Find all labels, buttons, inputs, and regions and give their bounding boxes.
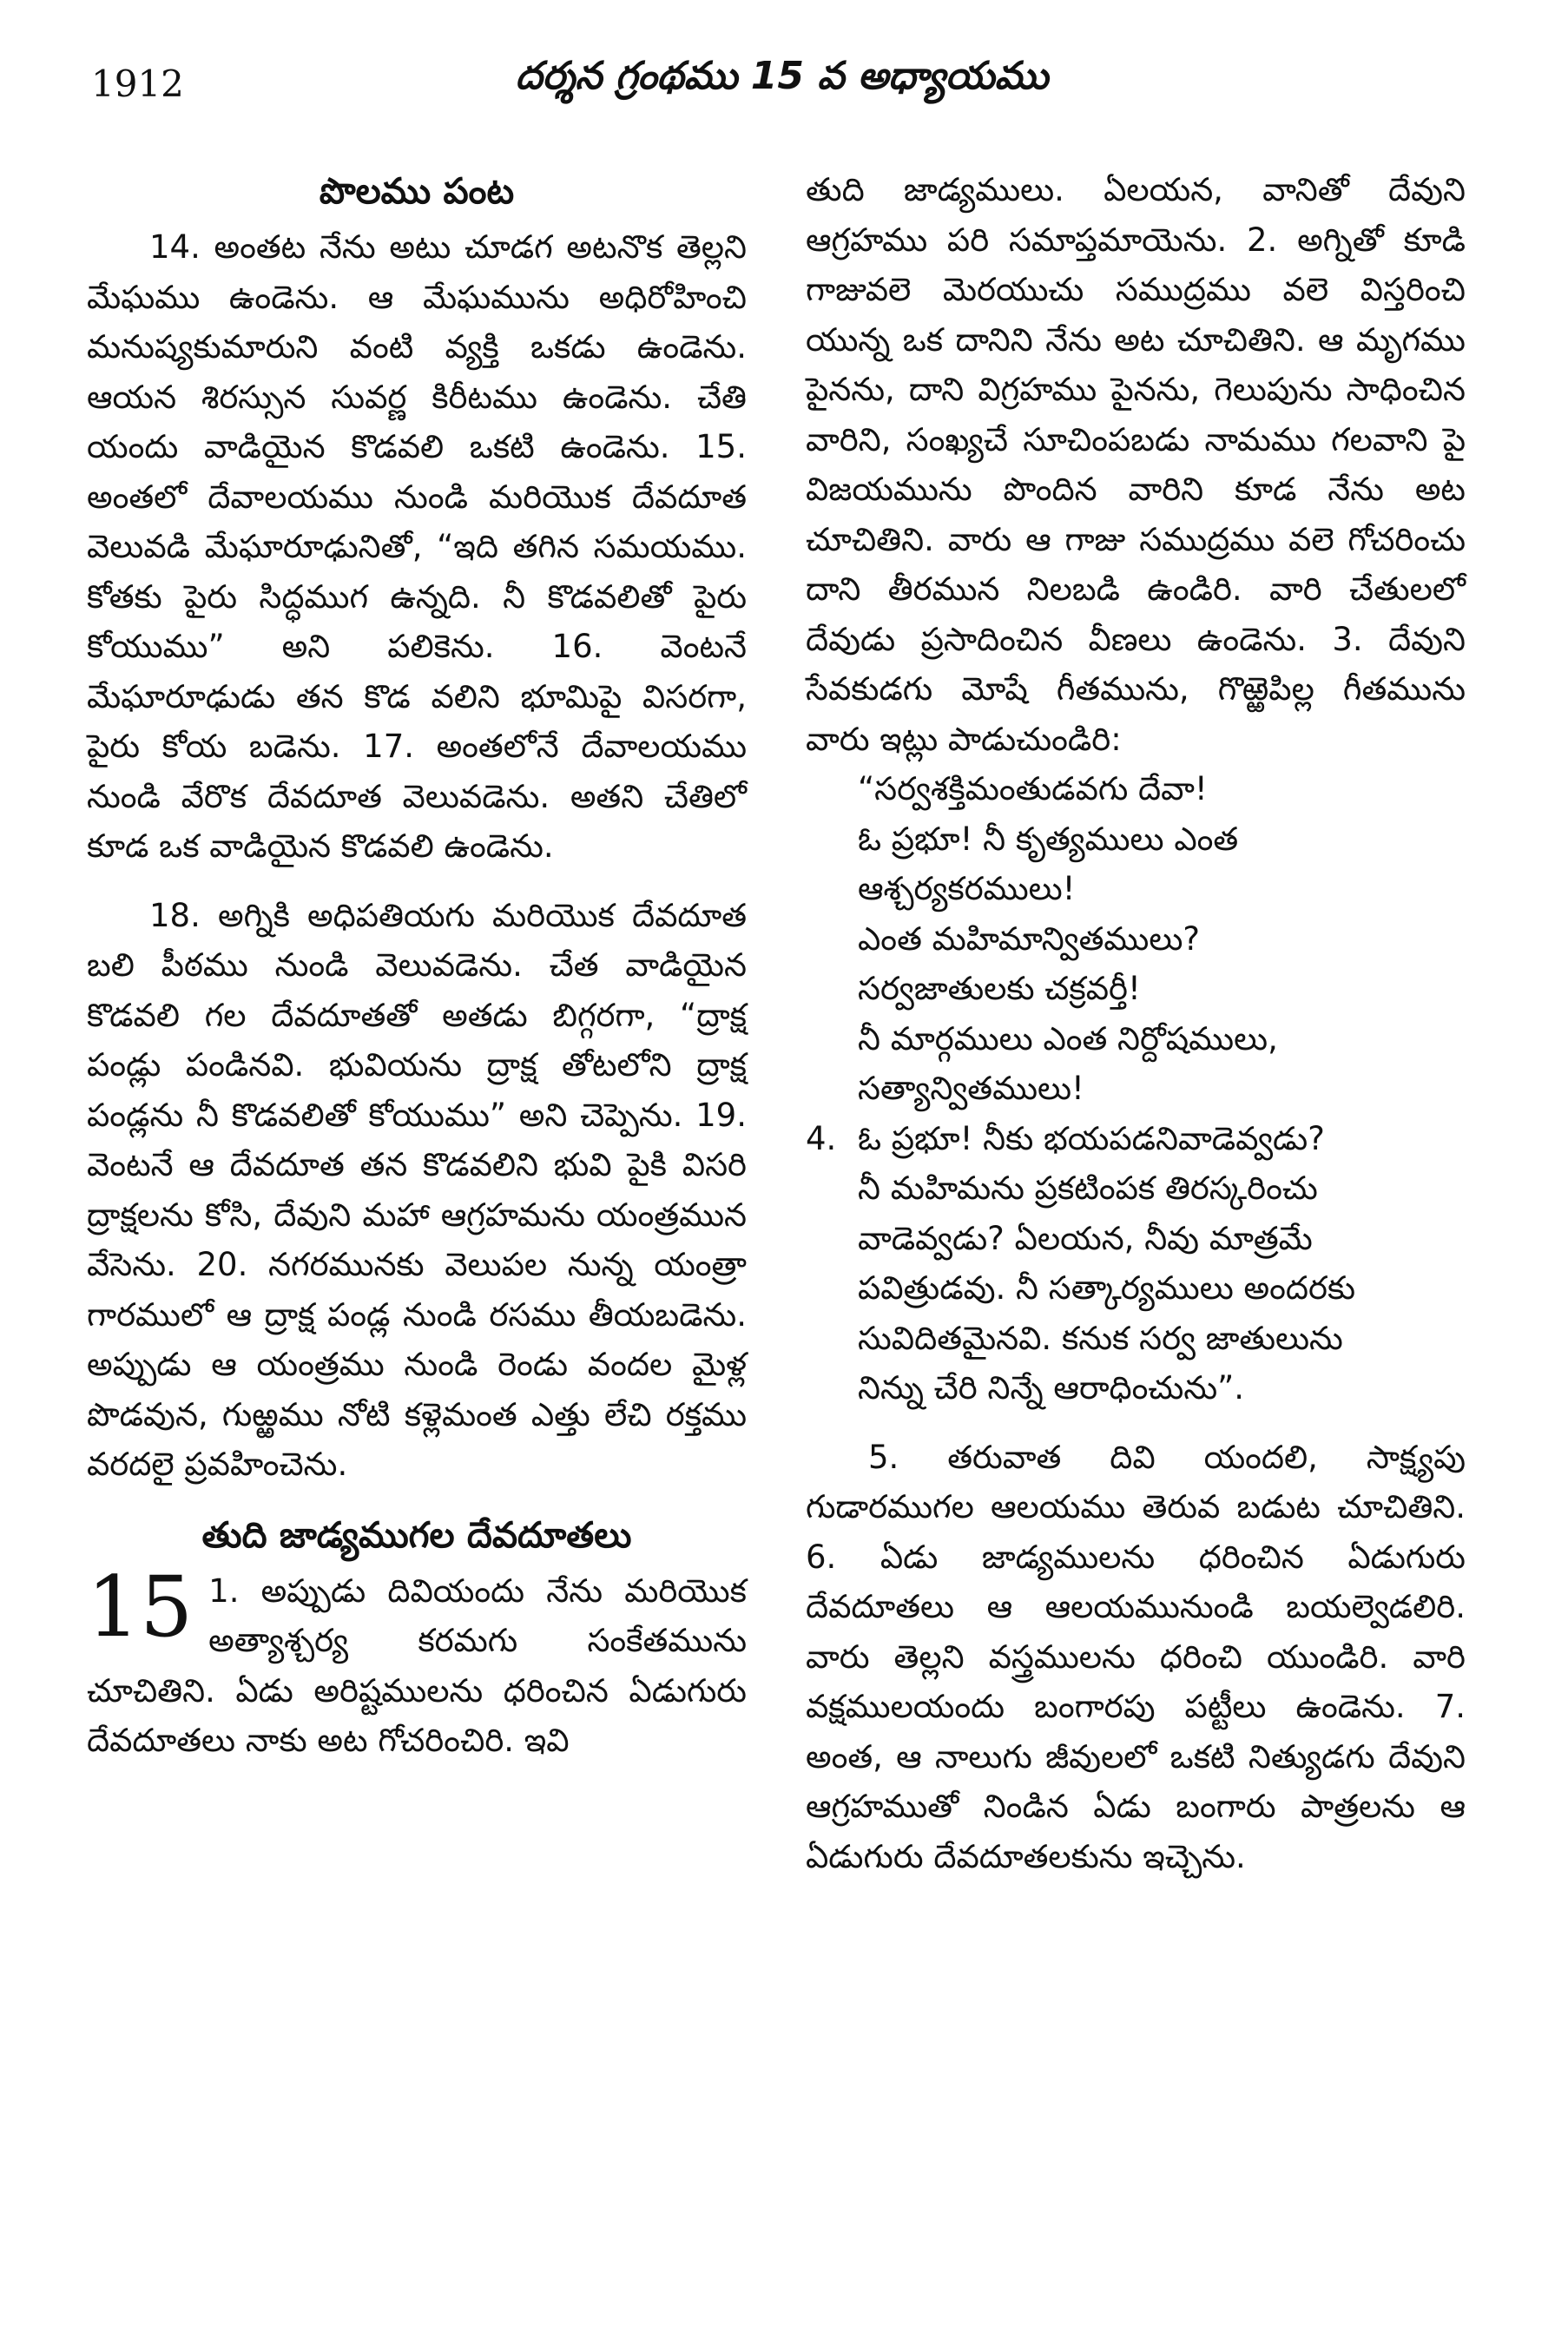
poem-line: ఆశ్చర్యకరములు! xyxy=(858,870,1076,907)
poem-line: సత్యాన్వితములు! xyxy=(858,1070,1084,1107)
paragraph-verses-1-3: తుది జాడ్యములు. ఏలయన, వానితో దేవుని ఆగ్రహము పరి సమాప్తమాయెను. 2. అగ్నితో కూడి గాజువలె మెరయుచు సముద్రము వలె విస్తరించి యున్న ఒక దానిని నేను అట చూచితిని. ఆ మృగము పైనను, దాని విగ్రహము పైనను, గెలుపును సాధించిన వారిని, సంఖ్యచే సూచింపబడు నామము గలవాని పై విజయమును పొందిన వారిని కూడ నేను అట చూచితిని. వారు ఆ గాజు సముద్రము వలె గోచరించు దాని తీరమున నిలబడి ఉండిరి. వారి చేతులలో దేవుడు ప్రసాదించిన వీణలు ఉండెను. 3. దేవుని సేవకుడగు మోషే గీతమును, గొఱ్ఱెపిల్ల గీతమును వారు ఇట్లు పాడుచుండిరి: xyxy=(806,171,1466,758)
poem-line: పవిత్రుడవు. నీ సత్కార్యములు అందరకు xyxy=(858,1269,1356,1307)
chapter-number: 15 xyxy=(87,1558,194,1656)
song-of-moses xyxy=(806,764,1466,1114)
page-header xyxy=(91,54,1472,123)
running-title: దర్శన గ్రంథము 15 వ అధ్యాయము xyxy=(515,54,1049,98)
left-column xyxy=(87,165,747,1766)
poem-line: ఓ ప్రభూ! నీ కృత్యములు ఎంత xyxy=(858,820,1239,858)
poem-line: ఓ ప్రభూ! నీకు భయపడనివాడెవ్వడు? xyxy=(858,1119,1325,1157)
section-heading-harvest: పొలము పంట xyxy=(319,170,515,212)
paragraph-verses-18-20: 18. అగ్నికి అధిపతియగు మరియొక దేవదూత బలి పీఠము నుండి వెలువడెను. చేత వాడియైన కొడవలి గల దేవదూతతో అతడు బిగ్గరగా, “ద్రాక్ష పండ్లు పండినవి. భువియను ద్రాక్ష తోటలోని ద్రాక్ష పండ్లను నీ కొడవలితో కోయుము” అని చెప్పెను. 19. వెంటనే ఆ దేవదూత తన కొడవలిని భువి పైకి విసరి ద్రాక్షలను కోసి, దేవుని మహా ఆగ్రహమను యంత్రమున వేసెను. 20. నగరమునకు వెలుపల నున్న యంత్రా గారములో ఆ ద్రాక్ష పండ్ల నుండి రసము తీయబడెను. అప్పుడు ఆ యంత్రము నుండి రెండు వందల మైళ్ల పొడవున, గుఱ్ఱము నోటి కళ్లెమంత ఎత్తు లేచి రక్తము వరదలై ప్రవహించెను. xyxy=(87,896,747,1483)
poem-line: “సర్వశక్తిమంతుడవగు దేవా! xyxy=(858,770,1208,807)
section-heading-last-plagues: తుది జాడ్యముగల దేవదూతలు xyxy=(201,1513,632,1556)
verse-number: 4. xyxy=(806,1119,837,1157)
poem-line: నీ మార్గములు ఎంత నిర్దోషములు, xyxy=(858,1019,1278,1057)
right-column xyxy=(806,165,1466,1881)
poem-line: సువిదితమైనవి. కనుక సర్వ జాతులును xyxy=(858,1319,1343,1357)
poem-line: నిన్ను చేరి నిన్నే ఆరాధించును”. xyxy=(858,1369,1245,1407)
poem-line: ఎంత మహిమాన్వితములు? xyxy=(858,919,1201,958)
paragraph-verses-14-17: 14. అంతట నేను అటు చూడగ అటనొక తెల్లని మేఘము ఉండెను. ఆ మేఘమును అధిరోహించి మనుష్యకుమారుని వంటి వ్యక్తి ఒకడు ఉండెను. ఆయన శిరస్సున సువర్ణ కిరీటము ఉండెను. చేతి యందు వాడియైన కొడవలి ఒకటి ఉండెను. 15. అంతలో దేవాలయము నుండి మరియొక దేవదూత వెలువడి మేఘారూఢునితో, “ఇది తగిన సమయము. కోతకు పైరు సిద్ధముగ ఉన్నది. నీ కొడవలితో పైరు కోయుము” అని పలికెను. 16. వెంటనే మేఘారూఢుడు తన కొడ వలిని భూమిపై విసరగా, పైరు కోయ బడెను. 17. అంతలోనే దేవాలయము నుండి వేరొక దేవదూత వెలువడెను. అతని చేతిలో కూడ ఒక వాడియైన కొడవలి ఉండెను. xyxy=(87,228,747,865)
chapter-start xyxy=(87,1558,747,1766)
song-verse-4 xyxy=(806,1114,1466,1413)
poem-line: వాడెవ్వడు? ఏలయన, నీవు మాత్రమే xyxy=(858,1219,1313,1257)
page-number: 1912 xyxy=(91,63,184,105)
paragraph-verse-1: 1. అప్పుడు దివియందు నేను మరియొక అత్యాశ్చర్య కరమగు సంకేతమును చూచితిని. ఏడు అరిష్టములను ధరించిన ఏడుగురు దేవదూతలు నాకు అట గోచరించిరి. ఇవి xyxy=(87,1571,747,1759)
paragraph-verses-5-7: 5. తరువాత దివి యందలి, సాక్ష్యపు గుడారముగల ఆలయము తెరువ బడుట చూచితిని. 6. ఏడు జాడ్యములను ధరించిన ఏడుగురు దేవదూతలు ఆ ఆలయమునుండి బయల్వెడలిరి. వారు తెల్లని వస్త్రములను ధరించి యుండిరి. వారి వక్షములయందు బంగారపు పట్టీలు ఉండెను. 7. అంత, ఆ నాలుగు జీవులలో ఒకటి నిత్యుడగు దేవుని ఆగ్రహముతో నిండిన ఏడు బంగారు పాత్రలను ఆ ఏడుగురు దేవదూతలకును ఇచ్చెను. xyxy=(806,1438,1466,1875)
poem-line: సర్వజాతులకు చక్రవర్తీ! xyxy=(858,970,1141,1007)
poem-line: నీ మహిమను ప్రకటింపక తిరస్కరించు xyxy=(858,1169,1318,1207)
